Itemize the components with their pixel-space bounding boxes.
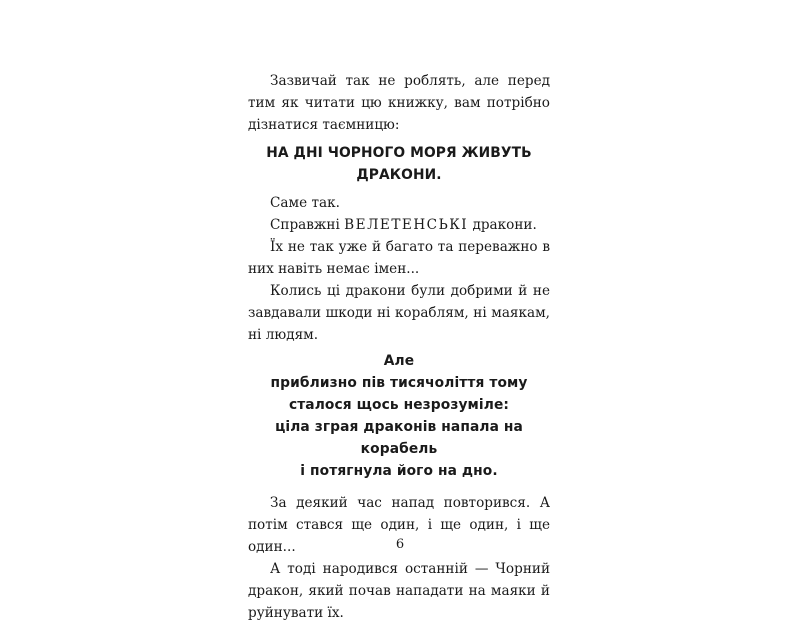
giant-caps: ВЕЛЕТЕНСЬКІ [344,217,469,233]
event-line-1: Але [383,353,415,369]
paragraph-few: Їх не так уже й багато та переважно в них навіть немає імен... [248,239,550,277]
giant-prefix: Справжні [270,217,345,233]
secret-line-2: ДРАКОНИ. [356,167,442,183]
paragraph-black-dragon: А тоді народився останній — Чорний дракон, який почав нападати на маяки й руйнувати їх. [248,561,550,621]
event-line-5: і потягнула його на дно. [300,463,498,479]
event-line-2: приблизно пів тисячоліття тому [270,375,528,391]
page-number: 6 [395,537,405,552]
secret-heading [248,142,550,186]
event-heading [248,350,550,482]
giant-suffix: дракони. [468,217,537,233]
event-line-4: ціла зграя драконів напала на корабель [275,419,523,457]
paragraph-exactly: Саме так. [270,195,340,211]
event-line-3: сталося щось незрозуміле: [288,397,510,413]
paragraph-repeat: За деякий час напад повторився. А потім стався ще один, і ще один, і ще один... [248,495,550,555]
paragraph-once: Колись ці дракони були добрими й не завдавали шкоди ні кораблям, ні маякам, ні людям. [248,283,550,343]
secret-line-1: НА ДНІ ЧОРНОГО МОРЯ ЖИВУТЬ [266,145,532,161]
intro-paragraph: Зазвичай так не роблять, але перед тим як читати цю книжку, вам потрібно дізнатися таємницю: [248,73,550,133]
paragraph-giant [248,214,550,236]
